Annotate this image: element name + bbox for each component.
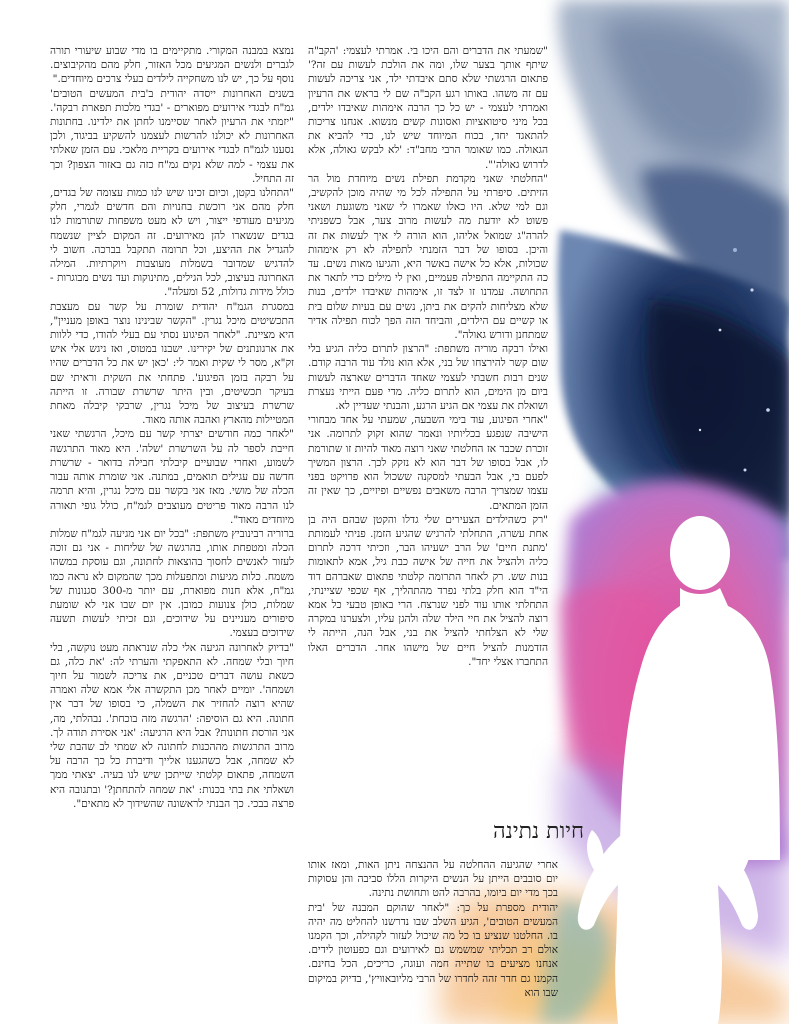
section-heading: חיות נתינה	[493, 819, 584, 844]
paragraph: נמצא במבנה המקורי. מתקיימים בו מדי שבוע שיעורי תורה לגברים ולנשים המגיעים מכל האזור, חלק מהם מהקיבוצים. נוסף על כך, יש לנו משחקייה לילדים בעלי צרכים מיוחדים."	[50, 45, 294, 86]
paragraph: "אחרי הפיגוע, עוד בימי השבעה, שמעתי על אחד מבחורי הישיבה שנפגע בכליותיו ונאמר שהוא זקוק לתרומה. אני זוכרת שכבר אז החלטתי שאני רוצה מאוד להיות זו שתורמת לו, אבל בסופו של דבר הוא לא נזקק לכך. הרצון המשיך לפעם בי, אבל הבעתי למסקנה ששכול הוא פרויקט בפני עצמו שמצריך הרבה משאבים נפשיים ופיזיים, כך שאין זה הזמן המתאים.	[308, 414, 548, 512]
paragraph: בשנים האחרונות ייסדה יהודית ב'בית המעשים הטובים' גמ"ח לבגדי אירועים מפוארים - 'בגדי מלכות תפארת רבקה'. "יזמתי את הרעיון לאחר שסיימנו לחתן את ילדינו. בחתונות האחרונות לא יכולנו להרשות לעצמנו להשקיע בביגוד, ולכן נסענו לגמ"ח לבגדי אירועים בקריית מלאכי. עם הזמן שאלתי את עצמי - למה שלא נקים גמ"ח כזה גם באזור הצפון? וכך זה התחיל.	[50, 87, 294, 185]
paragraph: "התחלנו בקטן, וכיום זכינו שיש לנו כמות עצומה של בגדים, חלק מהם אני רוכשת בחנויות והם חדשים לגמרי, חלק מגיעים מעודפי ייצור, ויש לא מעט משפחות שתורמות לנו בגדים שנשארו להן מאירועים. זה המקום לציין שנשמח להגדיל את ההיצע, וכל תרומה תתקבל בברכה. חשוב לי להדגיש שמדובר בשמלות מעוצבות ויוקרתיות. המילה האחרונה בעיצוב, לכל הגילים, מתינוקות ועד נשים מבוגרות - כולל מידות גדולות, 52 ומעלה".	[50, 187, 294, 299]
paragraph: "בדיוק לאחרונה הגיעה אלי כלה שנראתה מעט נוקשה, בלי חיוך ובלי שמחה. לא התאפקתי והערתי לה: 'את כלה, גם כשאת עושה דברים טכניים, את צריכה לשמור על חיוך ושמחה'. יומיים לאחר מכן התקשרה אלי אמא שלה ואמרה שהיא רוצה להחזיר את השמלה, כי בסופו של דבר אין חתונה. היא גם הוסיפה: 'הרגשה מזה בוכחת'. נבהלתי, מה, אני הורסת חתונות? אבל היא הרגיעה: 'אני אסירת תודה לך. מרוב התרגשות מההכנות לחתונה לא שמתי לב שהבת שלי לא שמחה, אבל כשהגענו אלייך ודיברת כל כך הרבה על השמחה, פתאום קלטתי שייתכן שיש לנו בעיה. יצאתי ממך ושאלתי את בתי בכנות: 'את שמחה להתחתן?' ובתגובה היא פרצה בבכי. כך הבנתי לראשונה שהשידוך לא מתאים".	[50, 641, 294, 810]
text-column-left	[50, 44, 294, 1016]
paragraph: במסגרת הגמ"ח יהודית שומרת על קשר עם מעצבת התכשיטים מיכל נגרין. "הקשר שבינינו נוצר באופן מעניין", היא מציינת. "לאחר הפיגוע נסתי עם בעלי להודו, כדי ללוות את ארגונתנים של יקירינו. ישבנו במטוס, ואז ניגש אלי איש זק"א, מסר לי שקית ואמר לי: 'כאן יש את כל הדברים שהיו על רבקה בזמן הפיגוע'. פתחתי את השקית וראיתי שם בעיקר תכשיטים, ובין היתר שרשרת שבורה. זו הייתה שרשרת בעיצוב של מיכל נגרין, שרבקי קיבלה מאחת המטיילות מהארץ ואהבה אותה מאוד.	[50, 300, 294, 427]
paragraph: "לאחר כמה חודשים יצרתי קשר עם מיכל, הרגשתי שאני חייבת לספר לה על השרשרת 'שלה'. היא מאוד התרגשה לשמוע, ואחרי שבועיים קיבלתי חבילה בדואר - שרשרת חדשה עם עגילים תואמים, במתנה. אני שומרת אותה עבור הכלה של מושי. מאז אני בקשר עם מיכל נגרין, והיא תרמה לנו הרבה מאוד פריטים מעוצבים לגמ"ח, כולל גופי תאורה מיוחדים מאוד".	[50, 428, 294, 526]
paragraph: "החלטתי שאני מקדמת תפילת נשים מיוחדת מול הר הזיתים. סיפרתי על התפילה לכל מי שהיה מוכן להקשיב, וגם למי שלא. היו כאלו שאמרו לי שאני משוגעת ושאני פשוט לא יודעת מה לעשות מרוב צער, אבל כשפניתי להרה"ג שמואל אליהו, הוא הורה לי איך לעשות את זה והיכן. בסופו של דבר הזמנתי לתפילה לא רק אימהות שכולות, אלא כל אישה באשר היא, והגיעו מאות נשים. עד כה התקיימה התפילה פעמיים, ואין לי מילים כדי לתאר את התחושה. עמדנו זו לצד זו, אימהות שאיבדו ילדים, בנות שלא מצליחות להקים את ביתן, נשים עם בעיות שלום בית או קשיים עם הילדים, והביחד הזה הפך לכוח תפילה אדיר שמתחנן ודורש גאולה".	[308, 172, 548, 342]
paragraph: ברוריה רבינוביץ משתפת: "בכל יום אני מגיעה לגמ"ח שמלות הכלה ומטפחת אותו, בהרגשה של שליחות - אני גם זוכה לעזור לאנשים לחסוך בהוצאות לחתונה, וגם עוסקת במשהו משמח. כלות מגיעות ומתפעלות מכך שהמקום לא נראה כמו גמ"ח, אלא חנות מפוארת, עם יותר מ-300 סגנונות של שמלות, כולן צנועות כמובן. אין יום שבו אני לא שומעת סיפורים מעניינים על שידוכים, וגם זכיתי לעשות תשעה שידוכים בעצמי.	[50, 527, 294, 640]
paragraph: יהודית מספרת על כך: "לאחר שהוקם המבנה של 'בית המעשים הטובים', הגיע השלב שבו נדרשנו להחליט מה יהיה בו. החלטנו שנציע בו כל מה שיכול לעזור לקהילה, וכך הקמנו אולם רב תכליתי שמשמש גם לאירועים וגם כפעוטון לידים. אנחנו מציעים בו שתייה חמה ועוגה, כריכים, הכל בחינם. הקמנו גם חדר זהה לחדרו של הרבי מליובאוויץ', בדיוק במיקום שבו הוא	[308, 901, 558, 999]
text-column-right-lower	[308, 858, 558, 1018]
paragraph: ואילו רבקה מוריה משתפת: "הרצון לתרום כליה הגיע בלי שום קשר להירצחו של בני, אלא הוא נולד עוד הרבה קודם. שנים רבות חשבתי לעצמי שאחד הדברים שארצה לעשות ביום מן הימים, הוא לתרום כליה. מדי פעם הייתי נעצרת ושואלת את עצמי אם הגיע הרגע, והבנתי שעדיין לא.	[308, 343, 548, 413]
paragraph: "שמעתי את הדברים והם היכו בי. אמרתי לעצמי: 'הקב"ה שיתף אותך בצער שלו, ומה את הולכת לעשות עם זה?' פתאום הרגשתי שלא סתם איבדתי ילד, אני צריכה לעשות עם זה משהו. באותו רגע הקב"ה שם לי בראש את הרעיון ואמרתי לעצמי - יש כל כך הרבה אימהות שאיבדו ילדים, בכל מיני סיטואציות ואסונות קשים מנשוא. אנחנו צריכות להתאגד יחד, בכוח המיוחד שיש לנו, כדי להביא את הגאולה. כמו שאומר הרבי מחב"ד: 'לא לבקש גאולה, אלא לדרוש גאולה'".	[308, 45, 548, 171]
text-column-right	[308, 44, 548, 814]
paragraph: "רק כשהילדים הצעירים שלי גדלו והקטן שבהם היה בן אחת עשרה, התחלתי להרגיש שהגיע הזמן. פניתי לעמותת 'מתנת חיים' של הרב ישעיהו הבר, וזכיתי דרכה לתרום כליה ולהציל את חייה של אישה כבת גיל, אמא לתאומות בנות שש. רק לאחר התרומה קלטתי פתאום שאברהם דוד הי"ד הוא חלק בלתי נפרד מהתהליך, אף שכפי שציינתי, התחלתי אותו עוד לפני שנרצח. הרי באופן טבעי כל אמא רוצה להציל את חיי הילד שלה ולהגן עליו, ולצערנו במקרה שלי לא הצלחתי להציל את בני, אבל הנה, הייתה לי הזדמנות להציל חיים של מישהו אחר. הדברים האלו התחברו אצלי יחד".	[308, 513, 548, 668]
paragraph: אחרי שהגיעה ההחלטה על ההנצחה ניתן האות, ומאז אותו יום סובבים הייתן על הנשים היקרות הללו סביבה והן עסוקות בכך מדי יום ביומו, בהרבה להט ותחושת נתינה.	[308, 859, 558, 900]
